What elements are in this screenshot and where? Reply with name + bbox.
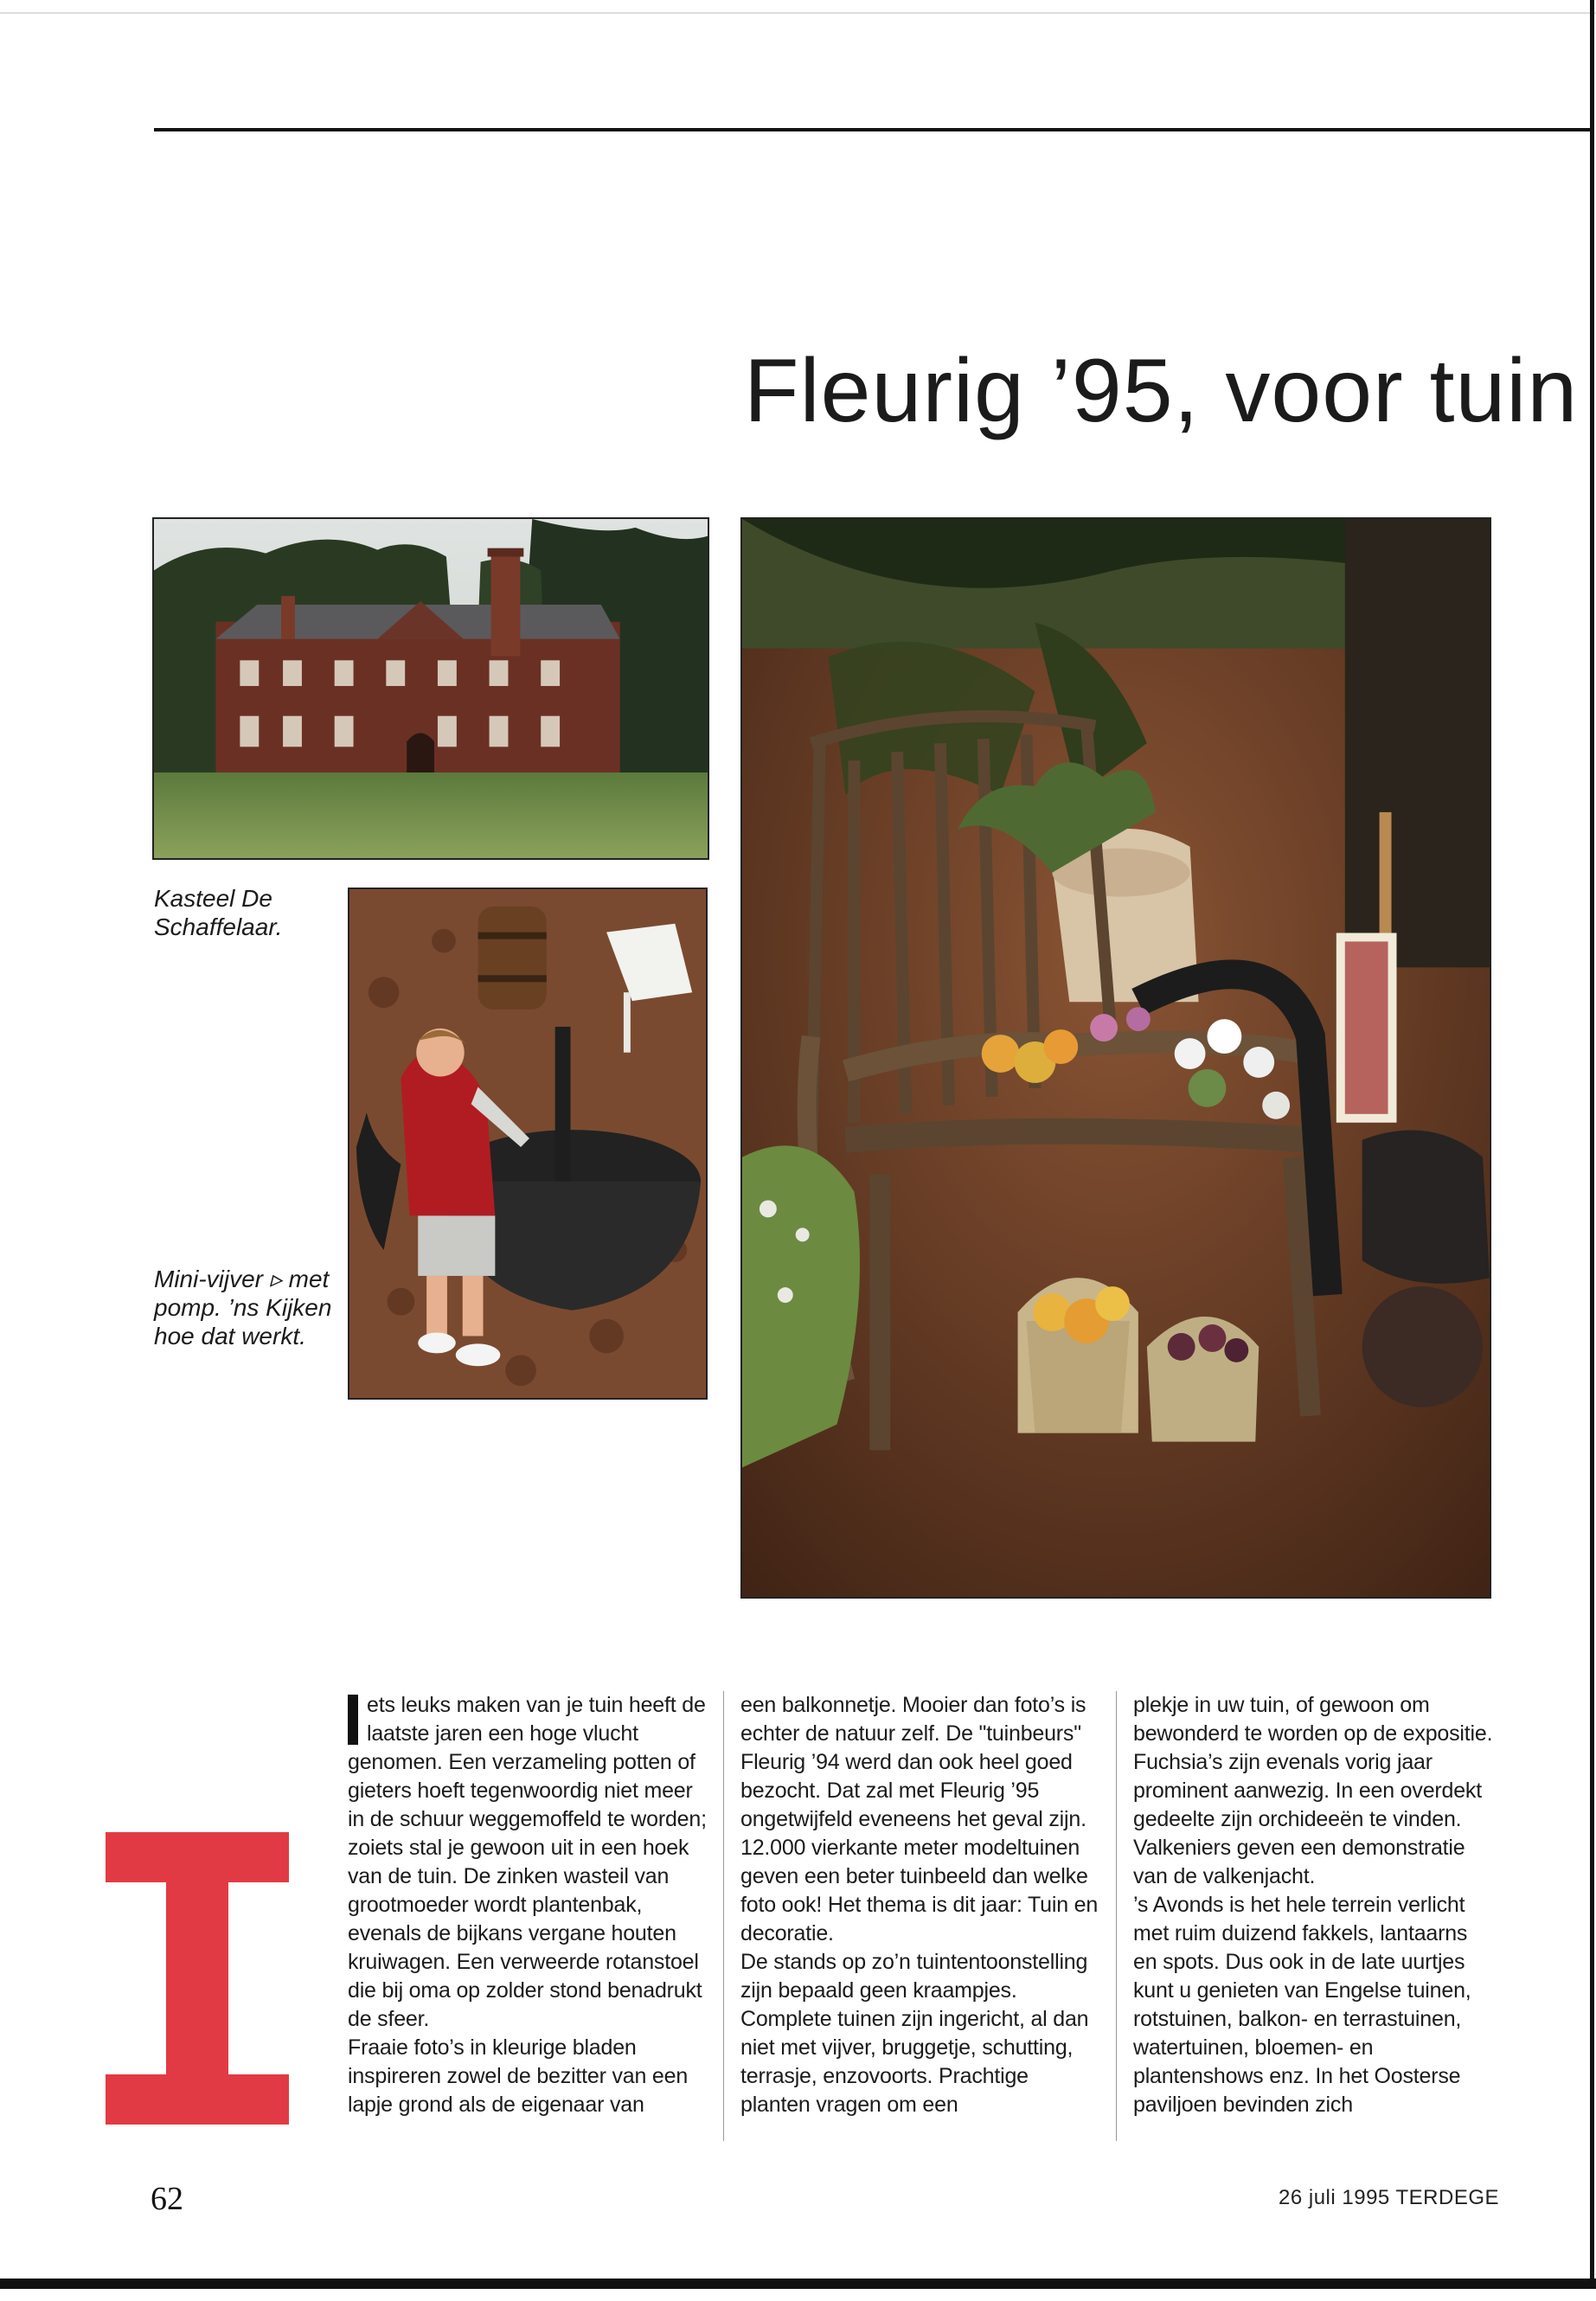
- castle-photo: [152, 517, 709, 860]
- page-number: 62: [151, 2181, 183, 2217]
- paragraph: Fraaie foto’s in kleurige bladen inspireren zowel de bezitter van een lapje grond als de eigenaar van: [348, 2035, 689, 2117]
- page-bottom-border: [0, 2279, 1596, 2289]
- headline: Fleurig ’95, voor tuin: [744, 340, 1579, 441]
- garden-chair-photo: [740, 517, 1491, 1599]
- page-top-edge: [0, 12, 1596, 14]
- paragraph: ’s Avonds is het hele terrein verlicht met ruim duizend fakkels, lantaarns en spots. Dus ook in de late uurtjes kunt u genieten van Engelse tuinen, rotstuinen, balkon- en terrastuinen, watertuinen, bloemen- en plantenshows enz. In het Oosterse paviljoen bevinden zich: [1133, 1893, 1471, 2117]
- decorative-red-initial: [106, 1832, 289, 2125]
- initial-letter: [348, 1695, 358, 1745]
- article-column-1: [348, 1691, 709, 2119]
- footer-date-source: 26 juli 1995 TERDEGE: [1279, 2186, 1500, 2209]
- paragraph: [348, 1691, 709, 2034]
- paragraph: De stands op zo’n tuintentoonstelling zijn bepaald geen kraampjes. Complete tuinen zijn ingericht, al dan niet met vijver, bruggetje, schutting, terrasje, enzovoorts. Prachtige planten vragen om een: [740, 1950, 1089, 2117]
- article-column-2: [740, 1691, 1102, 2119]
- paragraph: een balkonnetje. Mooier dan foto’s is echter de natuur zelf. De "tuinbeurs" Fleurig ’94 werd dan ook heel goed bezocht. Dat zal met Fleurig ’95 ongetwijfeld eveneens het geval zijn. 12.000 vierkante meter modeltuinen geven een beter tuinbeeld dan welke foto ook! Het thema is dit jaar: Tuin en decoratie.: [740, 1693, 1099, 1945]
- pond-caption: Mini-vijver ▹ met pomp. ’ns Kijken hoe dat werkt.: [154, 1266, 332, 1349]
- pond-photo: [348, 888, 708, 1400]
- paragraph-text: ets leuks maken van je tuin heeft de laatste jaren een hoge vlucht genomen. Een verzameling potten of gieters hoeft tegenwoordig niet meer in de schuur weggemoffeld te worden; zoiets stal je gewoon uit in een hoek van de tuin. De zinken wasteil van grootmoeder wordt plantenbak, evenals de bijkans vergane houten kruiwagen. Een verweerde rotanstoel die bij oma op zolder stond benadrukt de sfeer.: [348, 1693, 707, 2031]
- paragraph: plekje in uw tuin, of gewoon om bewonderd te worden op de expositie. Fuchsia’s zijn evenals vorig jaar prominent aanwezig. In een overdekt gedeelte zijn orchideeën te vinden. Valkeniers geven een demonstratie van de valkenjacht.: [1133, 1693, 1493, 1888]
- castle-caption: Kasteel De Schaffelaar.: [154, 885, 283, 940]
- header-rule: [154, 128, 1593, 131]
- column-divider: [1116, 1691, 1117, 2141]
- article-column-3: [1133, 1691, 1497, 2119]
- page-right-border: [1590, 0, 1594, 2288]
- column-divider: [723, 1691, 724, 2141]
